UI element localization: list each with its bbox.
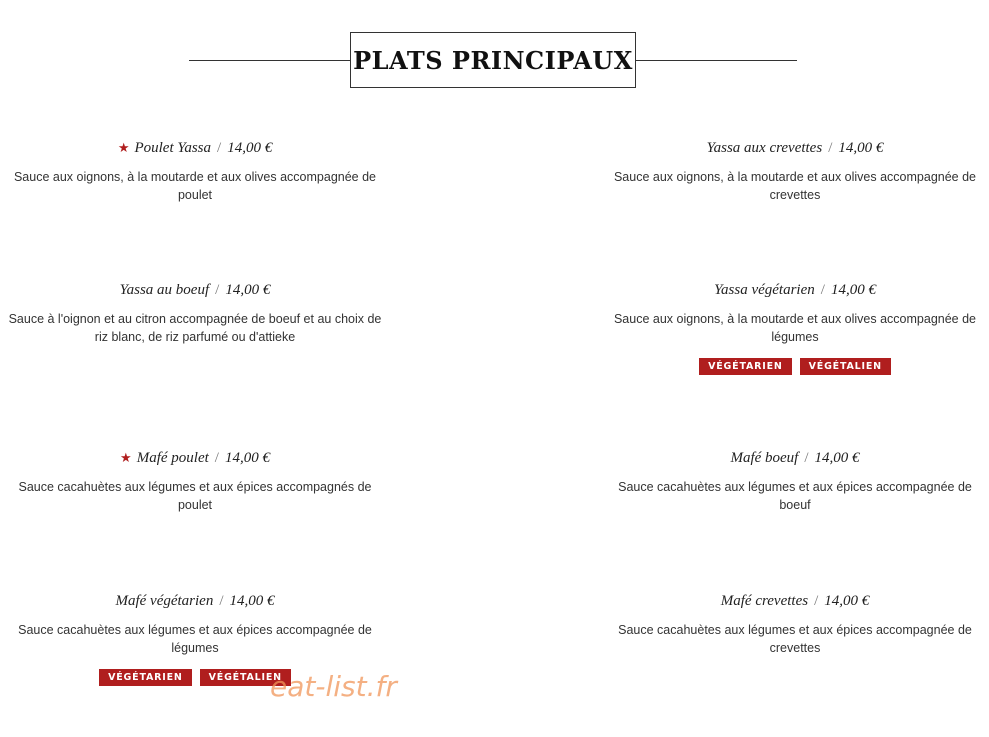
item-heading	[0, 138, 390, 158]
item-price: 14,00 €	[814, 450, 860, 466]
star-icon: ★	[120, 450, 132, 465]
item-description: Sauce cacahuètes aux légumes et aux épices accompagnée de crevettes	[618, 623, 972, 655]
item-heading	[0, 448, 390, 468]
item-heading	[600, 280, 989, 300]
menu-item-mafe-crevettes	[600, 591, 989, 657]
menu-item-yassa-aux-crevettes	[600, 138, 989, 204]
item-name: Mafé crevettes	[720, 593, 809, 609]
item-price: 14,00 €	[227, 140, 273, 156]
header-rule-left	[189, 60, 350, 61]
item-price: 14,00 €	[830, 282, 876, 298]
price-separator: /	[215, 282, 220, 298]
menu-item-mafe-poulet	[0, 448, 390, 514]
header-rule-right	[636, 60, 797, 61]
tag-vegetarien: VÉGÉTARIEN	[99, 669, 192, 686]
price-separator: /	[820, 282, 825, 298]
tag-vegetalien: VÉGÉTALIEN	[800, 358, 891, 375]
price-separator: /	[828, 140, 833, 156]
item-price: 14,00 €	[224, 450, 270, 466]
item-description: Sauce aux oignons, à la moutarde et aux olives accompagnée de poulet	[13, 170, 377, 202]
header-box	[350, 32, 636, 88]
item-name: Poulet Yassa	[134, 140, 212, 156]
item-name: Mafé poulet	[136, 450, 209, 466]
menu-item-yassa-vegetarien	[600, 280, 989, 375]
price-separator: /	[219, 593, 224, 609]
item-description: Sauce cacahuètes aux légumes et aux épices accompagnée de légumes	[18, 623, 372, 655]
item-description: Sauce aux oignons, à la moutarde et aux olives accompagnée de légumes	[613, 312, 977, 344]
item-name: Yassa végétarien	[714, 282, 815, 298]
item-heading	[600, 448, 989, 468]
menu-item-mafe-vegetarien	[0, 591, 390, 686]
price-separator: /	[217, 140, 222, 156]
item-description: Sauce cacahuètes aux légumes et aux épices accompagnée de boeuf	[618, 480, 972, 512]
item-price: 14,00 €	[824, 593, 870, 609]
section-title: PLATS PRINCIPAUX	[353, 45, 633, 75]
section-header	[0, 32, 989, 88]
item-description: Sauce aux oignons, à la moutarde et aux olives accompagnée de crevettes	[613, 170, 977, 202]
item-heading	[600, 138, 989, 158]
menu-item-yassa-au-boeuf	[0, 280, 390, 346]
item-name: Yassa aux crevettes	[706, 140, 823, 156]
star-icon: ★	[117, 140, 130, 155]
item-description: Sauce à l'oignon et au citron accompagnée de boeuf et au choix de riz blanc, de riz parfumé ou d'attieke	[8, 312, 382, 344]
tag-vegetalien: VÉGÉTALIEN	[200, 669, 291, 686]
item-price: 14,00 €	[225, 282, 271, 298]
item-heading	[0, 591, 390, 611]
menu-item-mafe-boeuf	[600, 448, 989, 514]
watermark: eat-list.fr	[270, 670, 397, 703]
price-separator: /	[214, 450, 219, 466]
item-name: Mafé végétarien	[115, 593, 214, 609]
item-name: Yassa au boeuf	[119, 282, 210, 298]
menu-item-poulet-yassa	[0, 138, 390, 204]
item-description: Sauce cacahuètes aux légumes et aux épices accompagnés de poulet	[18, 480, 372, 512]
diet-tags	[600, 358, 989, 375]
diet-tags	[0, 669, 390, 686]
tag-vegetarien: VÉGÉTARIEN	[699, 358, 792, 375]
item-name: Mafé boeuf	[730, 450, 799, 466]
price-separator: /	[804, 450, 809, 466]
item-price: 14,00 €	[838, 140, 884, 156]
item-heading	[600, 591, 989, 611]
item-price: 14,00 €	[229, 593, 275, 609]
item-heading	[0, 280, 390, 300]
price-separator: /	[814, 593, 819, 609]
